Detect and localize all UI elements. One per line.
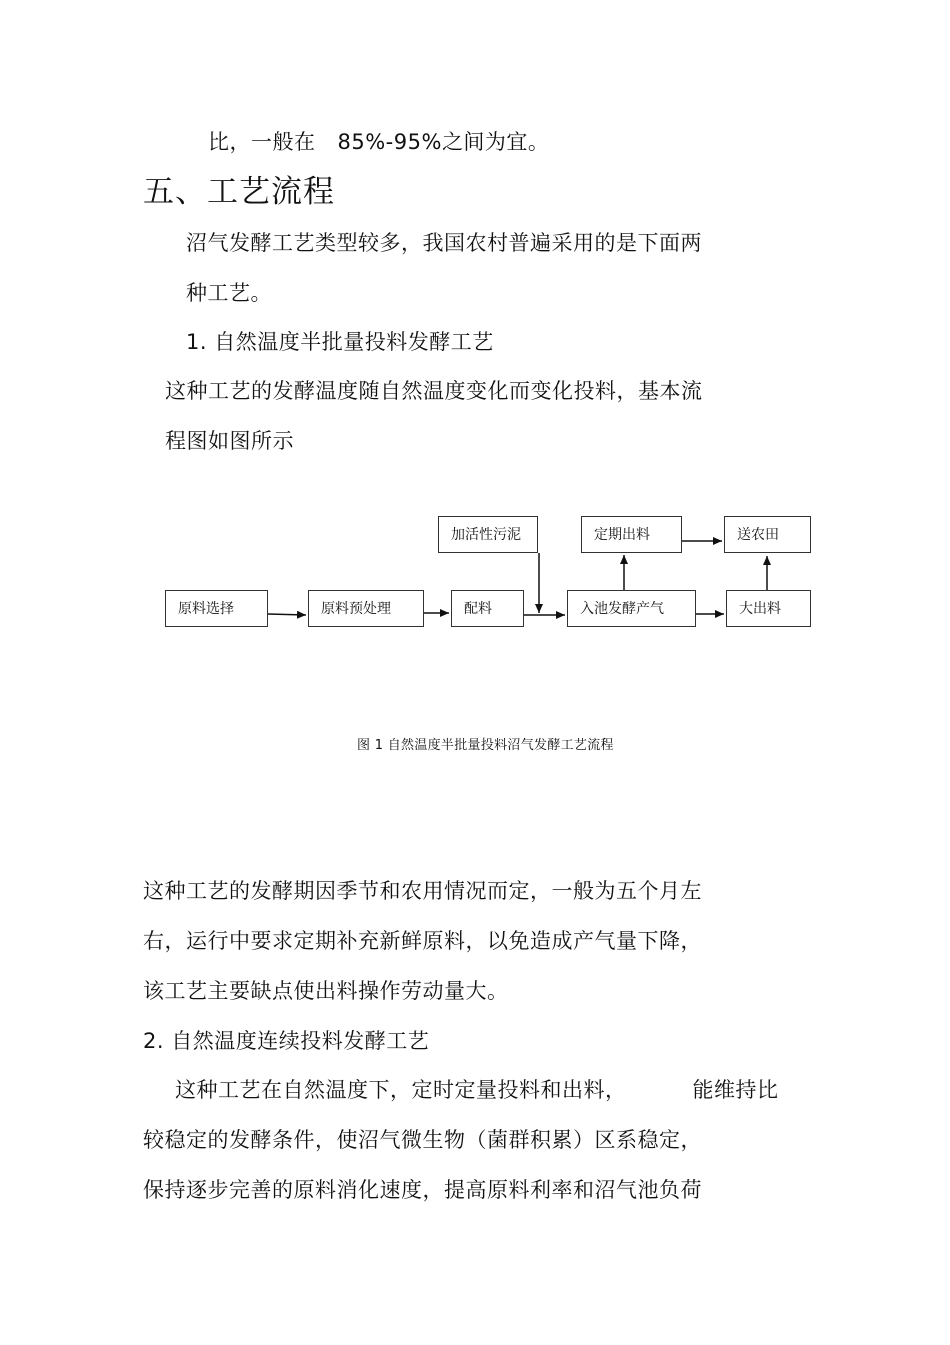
node-to-field: 送农田	[724, 516, 811, 553]
subheading-1: 1. 自然温度半批量投料发酵工艺	[186, 330, 494, 354]
node-big-output: 大出料	[726, 590, 811, 627]
node-activated-sludge: 加活性污泥	[438, 516, 538, 553]
subheading-2: 2. 自然温度连续投料发酵工艺	[143, 1029, 430, 1053]
text-ratio-value: 85%-95%	[337, 130, 442, 154]
after-line-1: 这种工艺的发酵期因季节和农用情况而定，一般为五个月左	[143, 879, 702, 903]
arrow-select-to-pretreat	[268, 614, 306, 615]
intro-line-2: 种工艺。	[186, 281, 272, 305]
sub1-line-1: 这种工艺的发酵温度随自然温度变化而变化投料，基本流	[165, 379, 703, 403]
sub2-line-1-part-a: 这种工艺在自然温度下，定时定量投料和出料，	[175, 1078, 627, 1102]
sub2-line-1-part-b: 能维持比	[692, 1078, 779, 1102]
sub2-line-3: 保持逐步完善的原料消化速度，提高原料利率和沼气池负荷	[143, 1178, 702, 1202]
node-periodic-output: 定期出料	[581, 516, 682, 553]
node-mixing: 配料	[451, 590, 524, 627]
text-ratio-suffix: 之间为宜。	[441, 130, 550, 154]
figure-caption: 图 1 自然温度半批量投料沼气发酵工艺流程	[357, 738, 614, 753]
sub2-line-1	[175, 1076, 779, 1104]
sub1-line-2: 程图如图所示	[165, 429, 294, 453]
text-ratio-prefix: 比，一般在	[208, 130, 316, 154]
after-line-2: 右，运行中要求定期补充新鲜原料，以免造成产气量下降，	[143, 929, 702, 953]
intro-line-1: 沼气发酵工艺类型较多，我国农村普遍采用的是下面两	[186, 231, 702, 255]
sub2-line-2: 较稳定的发酵条件，使沼气微生物（菌群积累）区系稳定，	[143, 1128, 702, 1152]
section-heading: 五、工艺流程	[143, 174, 335, 210]
node-fermentation: 入池发酵产气	[567, 590, 696, 627]
after-line-3: 该工艺主要缺点使出料操作劳动量大。	[143, 979, 509, 1003]
node-pretreatment: 原料预处理	[308, 590, 424, 627]
node-raw-selection: 原料选择	[165, 590, 268, 627]
